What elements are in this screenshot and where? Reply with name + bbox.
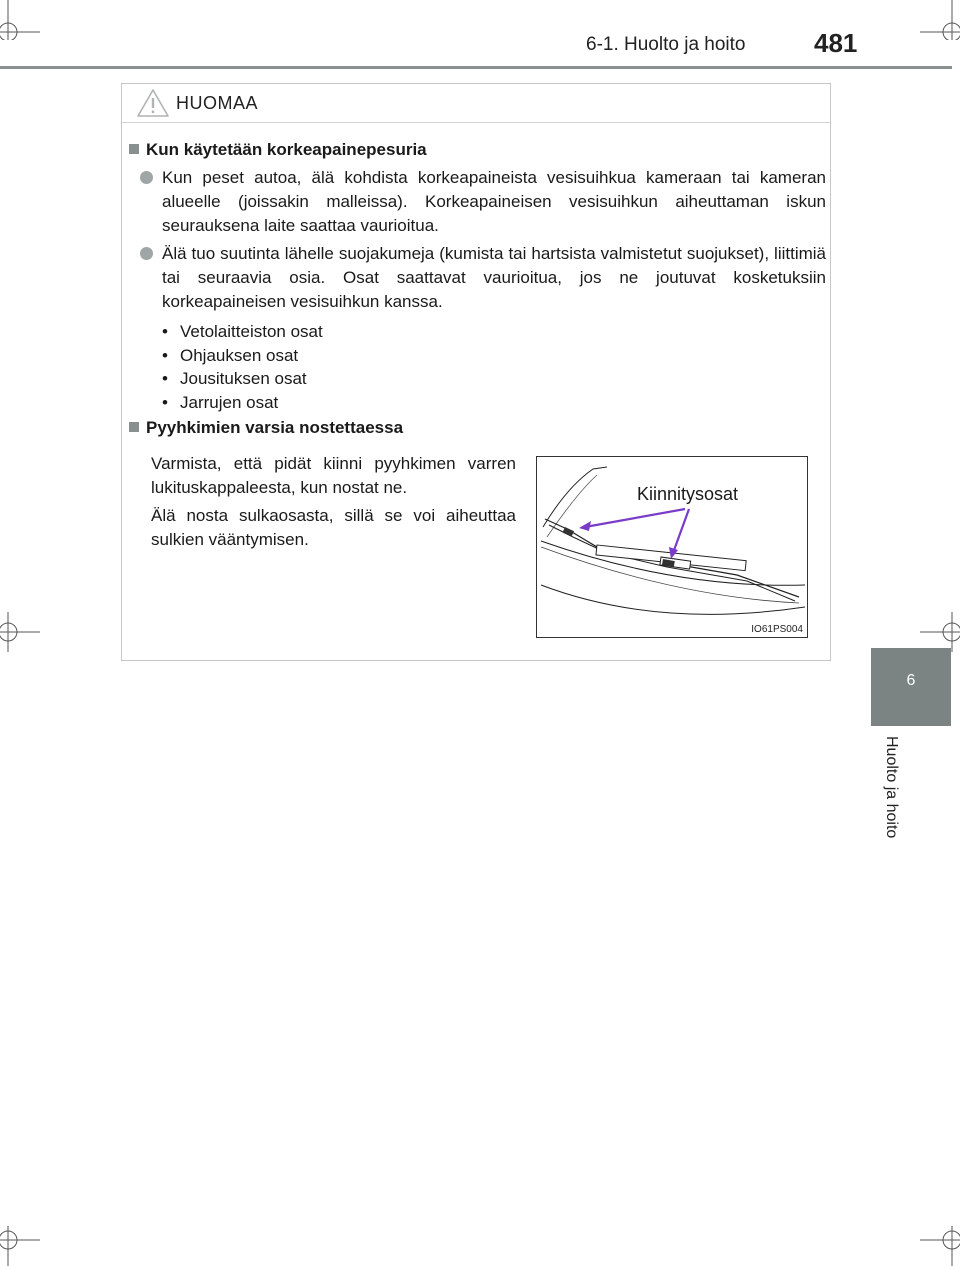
paragraph: Älä nosta sulkaosasta, sillä se voi aiheuttaa sulkien vääntymisen.	[151, 506, 516, 549]
chapter-title-vertical	[876, 736, 906, 866]
sub-list-item: • Vetolaitteiston osat	[162, 320, 323, 344]
header-rule	[0, 66, 952, 69]
crop-mark-icon	[0, 1226, 40, 1266]
warning-triangle-icon	[136, 88, 170, 118]
sub-list-item: • Jarrujen osat	[162, 391, 323, 415]
figure-code: IO61PS004	[751, 624, 803, 635]
chapter-number: 6	[906, 672, 916, 689]
section-heading: Pyyhkimien varsia nostettaessa	[129, 418, 403, 438]
list-item: Älä tuo suutinta lähelle suojakumeja (kumista tai hartsista valmistetut suojukset), liittimiä tai seuraavia osia. Osat saattavat vaurioitua, jos ne joutuvat kosketuksiin korkeapaineisen vesisuihkun kanssa.	[140, 242, 826, 314]
crop-mark-icon	[0, 612, 40, 652]
crop-mark-icon	[0, 0, 40, 40]
wiper-illustration	[536, 456, 808, 638]
sub-list-item: • Jousituksen osat	[162, 367, 323, 391]
list-item: Kun peset autoa, älä kohdista korkeapaineista vesisuihkua kameraan tai kameran alueelle (joissakin malleissa). Korkeapaineisen vesisuihkun aiheuttaman iskun seurauksena laite saattaa vaurioitua.	[140, 166, 826, 238]
chapter-title: Huolto ja hoito	[883, 736, 900, 839]
crop-mark-icon	[920, 612, 960, 652]
section-heading: Kun käytetään korkeapainepesuria	[129, 140, 427, 160]
crop-mark-icon	[920, 0, 960, 40]
sub-list	[162, 320, 323, 414]
notice-header	[122, 84, 830, 123]
running-header-section: 6-1. Huolto ja hoito	[586, 34, 746, 55]
paragraph: Varmista, että pidät kiinni pyyhkimen varren lukituskappaleesta, kun nostat ne.	[151, 454, 516, 497]
page-number: 481	[814, 28, 858, 58]
crop-mark-icon	[920, 1226, 960, 1266]
chapter-tab	[871, 648, 951, 726]
notice-title: HUOMAA	[176, 93, 259, 113]
figure-callout-label: Kiinnitysosat	[637, 484, 739, 504]
notice-box	[121, 83, 831, 661]
sub-list-item: • Ohjauksen osat	[162, 344, 323, 368]
